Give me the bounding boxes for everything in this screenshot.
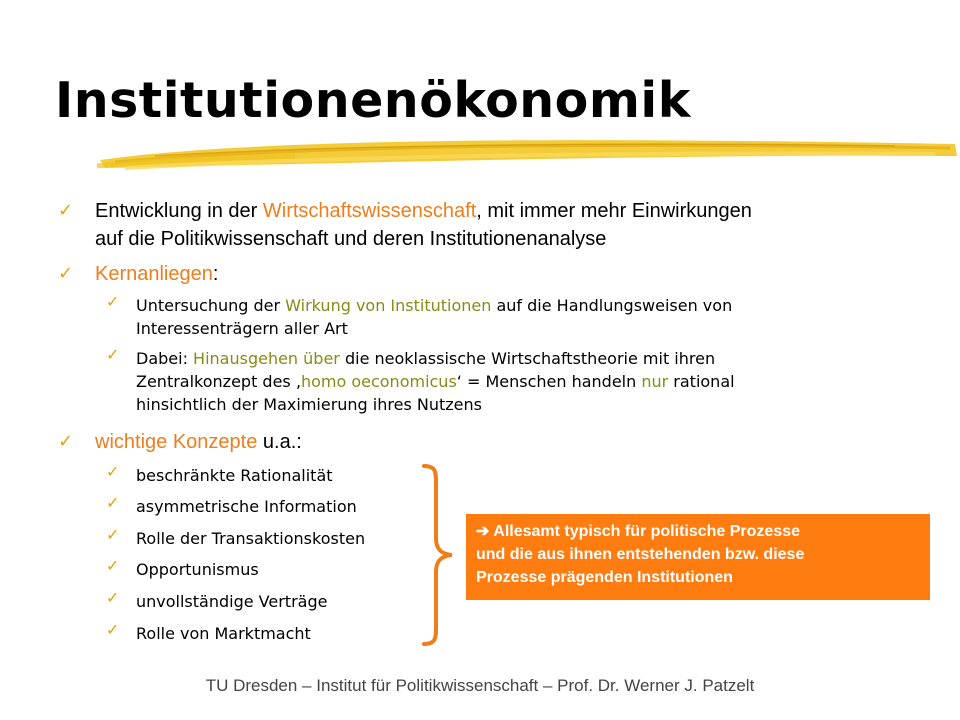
highlight: Hinausgehen über xyxy=(193,349,340,368)
text: auf die Politikwissenschaft und deren Institutionenanalyse xyxy=(95,228,607,250)
text: : xyxy=(212,263,219,285)
text: Dabei: xyxy=(136,349,194,368)
highlight: wichtige Konzepte xyxy=(95,431,258,453)
bullet-development xyxy=(95,197,915,253)
check-icon: ✓ xyxy=(58,263,74,284)
sub-bullet-beyond-neoclassical xyxy=(136,347,896,416)
check-icon: ✓ xyxy=(58,431,74,452)
text: die neoklassische Wirtschaftstheorie mit ihren xyxy=(339,349,716,368)
concept-item: Opportunismus xyxy=(136,560,259,579)
text: Interessenträgern aller Art xyxy=(136,319,348,338)
bullet-important-concepts xyxy=(95,428,915,456)
text: hinsichtlich der Maximierung ihres Nutzens xyxy=(136,395,482,414)
concept-item: Rolle der Transaktionskosten xyxy=(136,529,366,548)
check-icon: ✓ xyxy=(106,462,120,481)
highlight: homo oeconomicus xyxy=(300,372,457,391)
check-icon: ✓ xyxy=(106,588,120,607)
arrow-right-icon: ➔ xyxy=(476,523,490,540)
highlight: nur xyxy=(641,372,669,391)
check-icon: ✓ xyxy=(106,493,120,512)
summary-callout xyxy=(466,514,930,600)
text: rational xyxy=(668,372,735,391)
callout-text: Prozesse prägenden Institutionen xyxy=(476,569,733,586)
check-icon: ✓ xyxy=(106,345,120,364)
page-title: Institutionenökonomik xyxy=(55,72,691,129)
text: Untersuchung der xyxy=(136,296,286,315)
highlight: Wirkung von Institutionen xyxy=(285,296,492,315)
callout-text: und die aus ihnen entstehenden bzw. diese xyxy=(476,546,805,563)
sub-bullet-investigation xyxy=(136,294,896,340)
highlight: Wirtschaftswissenschaft xyxy=(262,200,477,222)
text: Entwicklung in der xyxy=(95,200,263,222)
text: Zentralkonzept des ‚ xyxy=(136,372,301,391)
check-icon: ✓ xyxy=(106,525,120,544)
concept-item: beschränkte Rationalität xyxy=(136,466,333,485)
concept-item: asymmetrische Information xyxy=(136,497,357,516)
brush-underline xyxy=(95,132,960,182)
text: u.a.: xyxy=(257,431,302,453)
check-icon: ✓ xyxy=(58,200,74,221)
check-icon: ✓ xyxy=(106,556,120,575)
concept-item: unvollständige Verträge xyxy=(136,592,328,611)
concept-item: Rolle von Marktmacht xyxy=(136,624,311,643)
highlight: Kernanliegen xyxy=(95,263,213,285)
bullet-core-concerns xyxy=(95,260,915,288)
right-curly-brace xyxy=(418,462,458,648)
text: , mit immer mehr Einwirkungen xyxy=(476,200,752,222)
check-icon: ✓ xyxy=(106,292,120,311)
text: auf die Handlungsweisen von xyxy=(491,296,733,315)
callout-text: Allesamt typisch für politische Prozesse xyxy=(489,523,801,540)
check-icon: ✓ xyxy=(106,620,120,639)
footer: TU Dresden – Institut für Politikwissenschaft – Prof. Dr. Werner J. Patzelt xyxy=(205,676,755,695)
text: ‘ = Menschen handeln xyxy=(456,372,642,391)
